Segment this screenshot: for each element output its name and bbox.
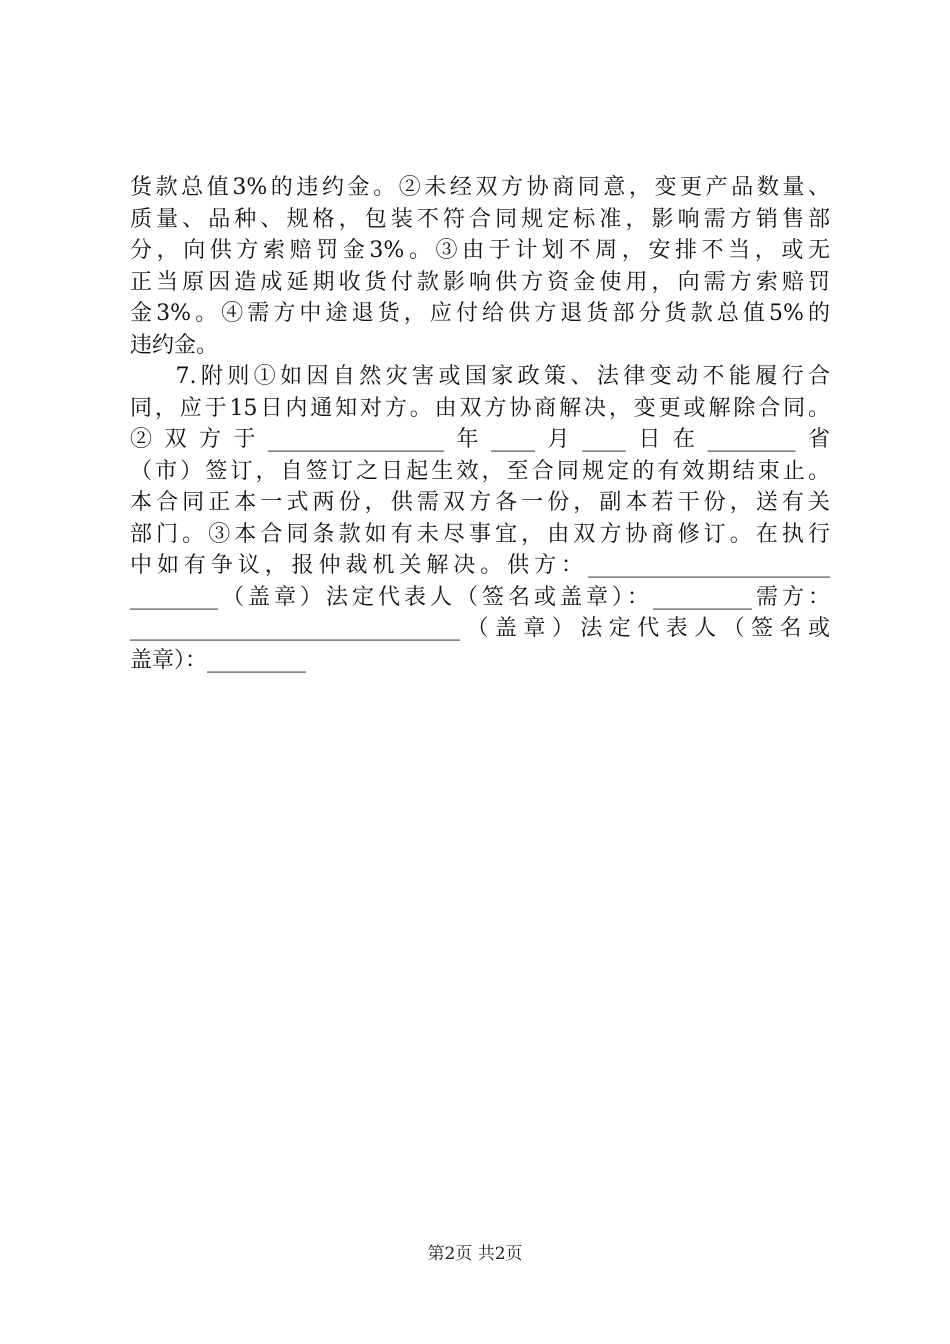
text-line-1: 货款总值3%的违约金。②未经双方协商同意，变更产品数量、	[130, 175, 830, 200]
text-line-14: ________（盖章）法定代表人（签名或盖章）：_________需方：	[130, 584, 830, 610]
text-line-10: （市）签订，自签订之日起生效，至合同规定的有效期结束止。	[130, 458, 830, 484]
text-line-15: ______________________________（盖章）法定代表人（签名或	[130, 616, 830, 641]
text-line-4: 正当原因造成延期收货付款影响供方资金使用，向需方索赔罚	[130, 269, 830, 295]
text-line-2: 质量、品种、规格，包装不符合同规定标准，影响需方销售部	[130, 206, 830, 232]
text-line-11: 本合同正本一式两份，供需双方各一份，副本若干份，送有关	[130, 490, 830, 515]
text-line-13: 中如有争议，报仲裁机关解决。供方：______________________	[130, 553, 830, 578]
text-line-9: ②双方于________________年____月____日在________省	[130, 427, 830, 452]
text-line-7: 7.附则①如因自然灾害或国家政策、法律变动不能履行合	[130, 364, 830, 389]
page-footer	[0, 1242, 950, 1266]
text-line-6: 违约金。	[130, 332, 219, 358]
text-line-8: 同，应于15日内通知对方。由双方协商解决，变更或解除合同。	[130, 395, 830, 421]
text-line-16: 盖章）：_________	[130, 647, 307, 673]
text-line-5: 金3%。④需方中途退货，应付给供方退货部分货款总值5%的	[130, 301, 830, 326]
text-line-3: 分，向供方索赔罚金3%。③由于计划不周，安排不当，或无	[130, 238, 830, 263]
page-number-label: 第2页 共2页	[427, 1244, 523, 1264]
contract-body	[130, 172, 830, 676]
text-line-12: 部门。③本合同条款如有未尽事宜，由双方协商修订。在执行	[130, 521, 830, 547]
